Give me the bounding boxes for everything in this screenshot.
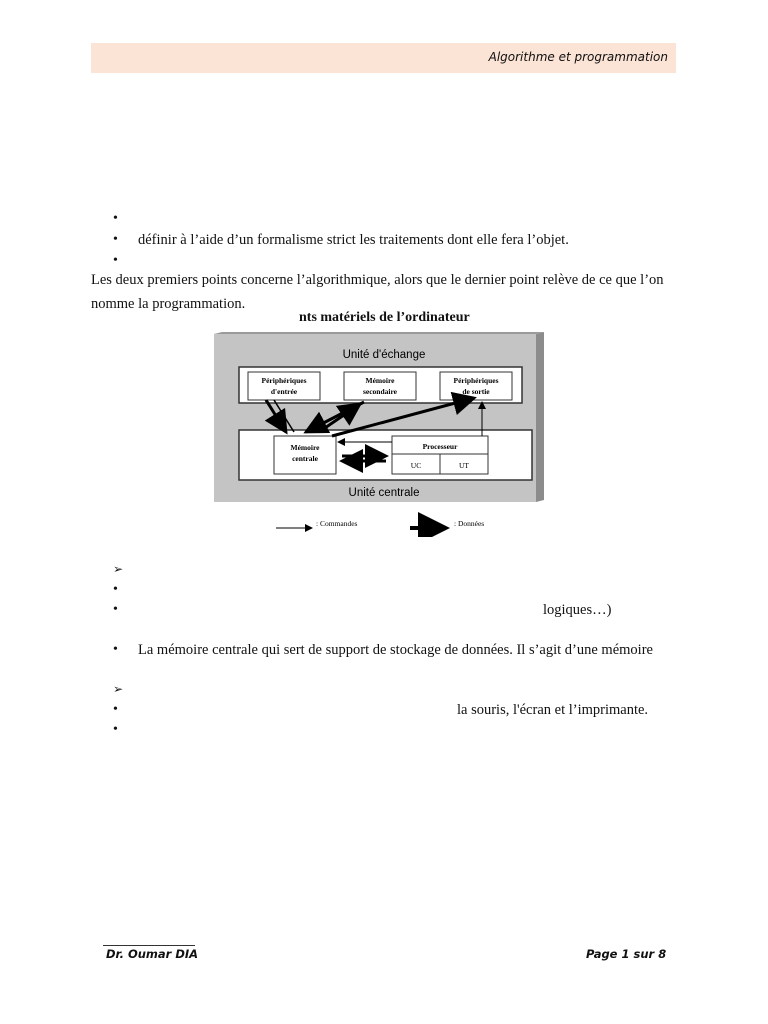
input-devices-label-2: d'entrée (270, 387, 298, 396)
bullet-icon: • (113, 211, 118, 226)
legend-data-label: : Données (454, 519, 485, 528)
footer-rule (103, 945, 195, 946)
footer-author: Dr. Oumar DIA (106, 947, 199, 961)
list-item-tail: logiques…) (543, 602, 612, 618)
legend-commands-label: : Commandes (316, 519, 358, 528)
exchange-unit-label: Unité d'échange (342, 349, 426, 361)
bullet-icon: • (113, 232, 118, 247)
bullet-icon: • (113, 602, 118, 617)
arrow-bullet-icon: ➢ (113, 682, 124, 696)
output-devices-label-1: Périphériques (453, 376, 499, 385)
list-item: La mémoire centrale qui sert de support de stockage de données. Il s’agit d’une mémoire (138, 642, 653, 658)
bullet-icon: • (113, 642, 118, 657)
uc-label: UC (410, 461, 422, 470)
central-unit-label: Unité centrale (348, 487, 420, 499)
arrow-bullet-icon: ➢ (113, 562, 124, 576)
bullet-icon: • (113, 253, 118, 268)
output-devices-label-2: de sortie (462, 387, 490, 396)
list-item-tail: la souris, l'écran et l’imprimante. (457, 702, 649, 718)
paragraph: Les deux premiers points concerne l’algorithmique, alors que le dernier point relève de ce que l’on nomme la programmation. (91, 272, 664, 312)
block-side-edge (536, 332, 544, 502)
bullet-icon: • (113, 582, 118, 597)
header-band (91, 43, 676, 73)
bullet-icon: • (113, 702, 118, 717)
bullet-icon: • (113, 722, 118, 737)
list-item: définir à l’aide d’un formalisme strict les traitements dont elle fera l’objet. (138, 232, 569, 248)
header-title: Algorithme et programmation (488, 50, 668, 64)
footer-page-number: Page 1 sur 8 (586, 947, 667, 961)
processor-label: Processeur (422, 442, 458, 451)
central-memory-label-2: centrale (292, 454, 318, 463)
central-memory-label-1: Mémoire (290, 443, 320, 452)
figure-title: nts matériels de l’ordinateur (299, 310, 470, 325)
computer-components-diagram (214, 332, 554, 537)
block-top-edge (214, 332, 544, 334)
secondary-memory-label-1: Mémoire (365, 376, 395, 385)
ut-label: UT (459, 461, 469, 470)
secondary-memory-label-2: secondaire (362, 387, 398, 396)
input-devices-label-1: Périphériques (261, 376, 307, 385)
